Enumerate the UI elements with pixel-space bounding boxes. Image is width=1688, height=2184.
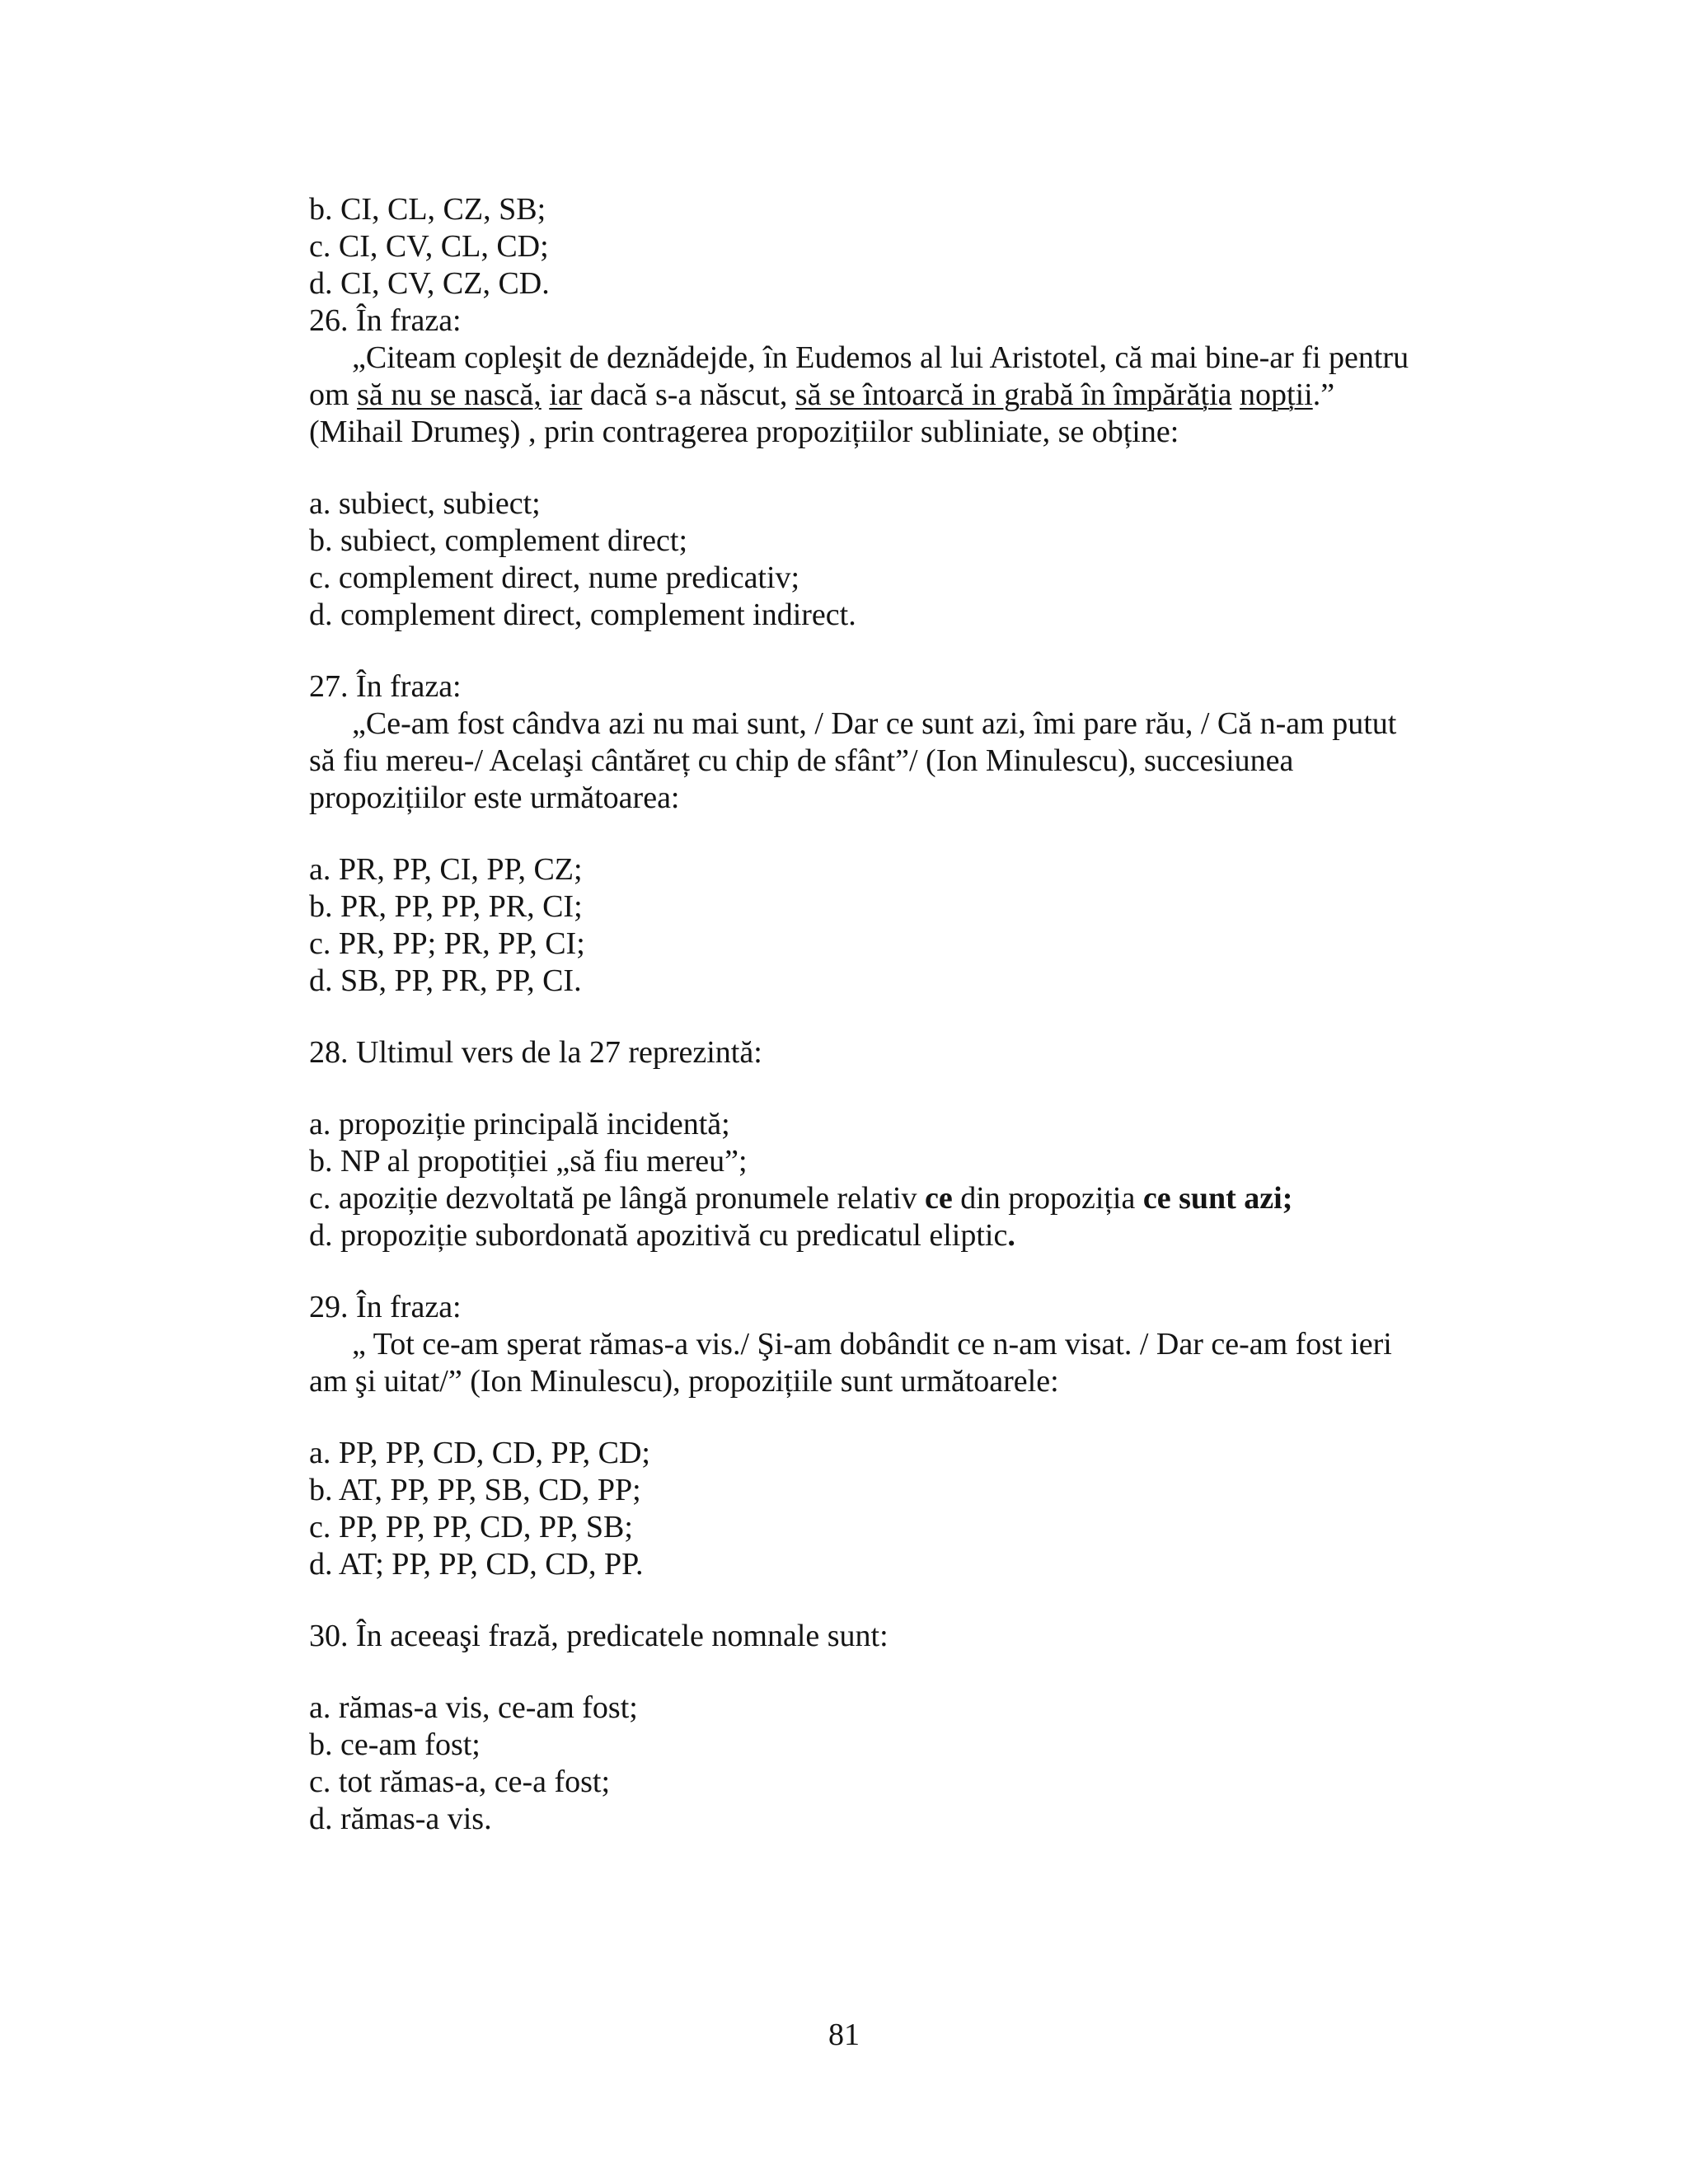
q28-option-a: a. propoziție principală incidentă; [309,1107,730,1141]
q29-quote-line-2: am şi uitat/” (Ion Minulescu), propozițiile sunt următoarele: [309,1364,1059,1399]
q27-quote-line-2: să fiu mereu-/ Acelaşi cântăreț cu chip de sfânt”/ (Ion Minulescu), succesiunea [309,743,1294,778]
q28-bold-clause: ce sunt azi; [1142,1181,1293,1216]
q26-text-segment: .” [1312,377,1335,412]
q26-underlined-conjunction: iar [549,377,583,412]
q26-text-segment [542,377,550,412]
q25-option-b: b. CI, CL, CZ, SB; [309,192,546,227]
q28-text-segment: din propoziția [952,1181,1143,1216]
q28-text-segment: c. apoziție dezvoltată pe lângă pronumele relativ [309,1181,925,1216]
q29-option-c: c. PP, PP, PP, CD, PP, SB; [309,1510,633,1544]
q27-quote-line-3: propozițiilor este următoarea: [309,780,680,815]
q30-option-c: c. tot rămas-a, ce-a fost; [309,1765,611,1799]
q28-bold-period: . [1007,1218,1015,1253]
spacer [309,1071,1463,1106]
q27-heading: 27. În fraza: [309,669,462,704]
q26-text-segment: om [309,377,358,412]
q26-underlined-clause-1: să nu se nască, [357,377,542,412]
q26-heading: 26. În fraza: [309,303,462,338]
q28-heading: 28. Ultimul vers de la 27 reprezintă: [309,1035,762,1070]
spacer [309,1655,1463,1690]
q28-option-b: b. NP al propotiției „să fiu mereu”; [309,1144,748,1179]
spacer [309,817,1463,851]
q28-option-d [309,1217,1463,1254]
q26-text-segment: dacă s-a născut, [582,377,795,412]
q26-quote-line-2 [309,377,1463,414]
spacer [309,451,1463,485]
page-number: 81 [828,2018,860,2052]
spacer [309,1400,1463,1435]
q28-text-segment: d. propoziție subordonată apozitivă cu predicatul eliptic [309,1218,1008,1253]
q30-option-a: a. rămas-a vis, ce-am fost; [309,1690,638,1725]
q26-option-a: a. subiect, subiect; [309,486,541,521]
q26-underlined-word: nopții [1240,377,1313,412]
spacer [309,1583,1463,1618]
q29-option-b: b. AT, PP, PP, SB, CD, PP; [309,1473,641,1507]
q27-option-d: d. SB, PP, PR, PP, CI. [309,963,582,998]
q25-option-c: c. CI, CV, CL, CD; [309,229,549,264]
q29-option-d: d. AT; PP, PP, CD, CD, PP. [309,1547,644,1582]
q30-heading: 30. În aceeaşi frază, predicatele nomnale sunt: [309,1619,889,1653]
spacer [309,634,1463,668]
q27-option-c: c. PR, PP; PR, PP, CI; [309,926,585,961]
q26-quote-line-1: „Citeam copleşit de deznădejde, în Eudemos al lui Aristotel, că mai bine-ar fi pentru [352,340,1409,375]
q26-underlined-clause-2: să se întoarcă in grabă în împărăția [795,377,1232,412]
q28-option-c [309,1180,1463,1217]
spacer [309,1254,1463,1289]
q26-text-segment [1232,377,1240,412]
q27-quote-line-1: „Ce-am fost cândva azi nu mai sunt, / Dar ce sunt azi, îmi pare rău, / Că n-am putut [352,706,1397,741]
q29-quote-line-1: „ Tot ce-am sperat rămas-a vis./ Şi-am dobândit ce n-am visat. / Dar ce-am fost ieri [352,1327,1392,1361]
q30-option-b: b. ce-am fost; [309,1727,481,1762]
q29-option-a: a. PP, PP, CD, CD, PP, CD; [309,1436,650,1470]
q26-option-b: b. subiect, complement direct; [309,523,688,558]
q30-option-d: d. rămas-a vis. [309,1802,492,1836]
q27-option-a: a. PR, PP, CI, PP, CZ; [309,852,583,887]
q29-heading: 29. În fraza: [309,1290,462,1324]
q25-option-d: d. CI, CV, CZ, CD. [309,266,550,301]
q28-bold-pronoun: ce [925,1181,953,1216]
q26-option-d: d. complement direct, complement indirect. [309,598,856,632]
spacer [309,1000,1463,1034]
q27-option-b: b. PR, PP, PP, PR, CI; [309,889,583,924]
q26-option-c: c. complement direct, nume predicativ; [309,560,800,595]
page-content [309,191,1463,1838]
q26-quote-line-3: (Mihail Drumeş) , prin contragerea propozițiilor subliniate, se obține: [309,415,1179,449]
